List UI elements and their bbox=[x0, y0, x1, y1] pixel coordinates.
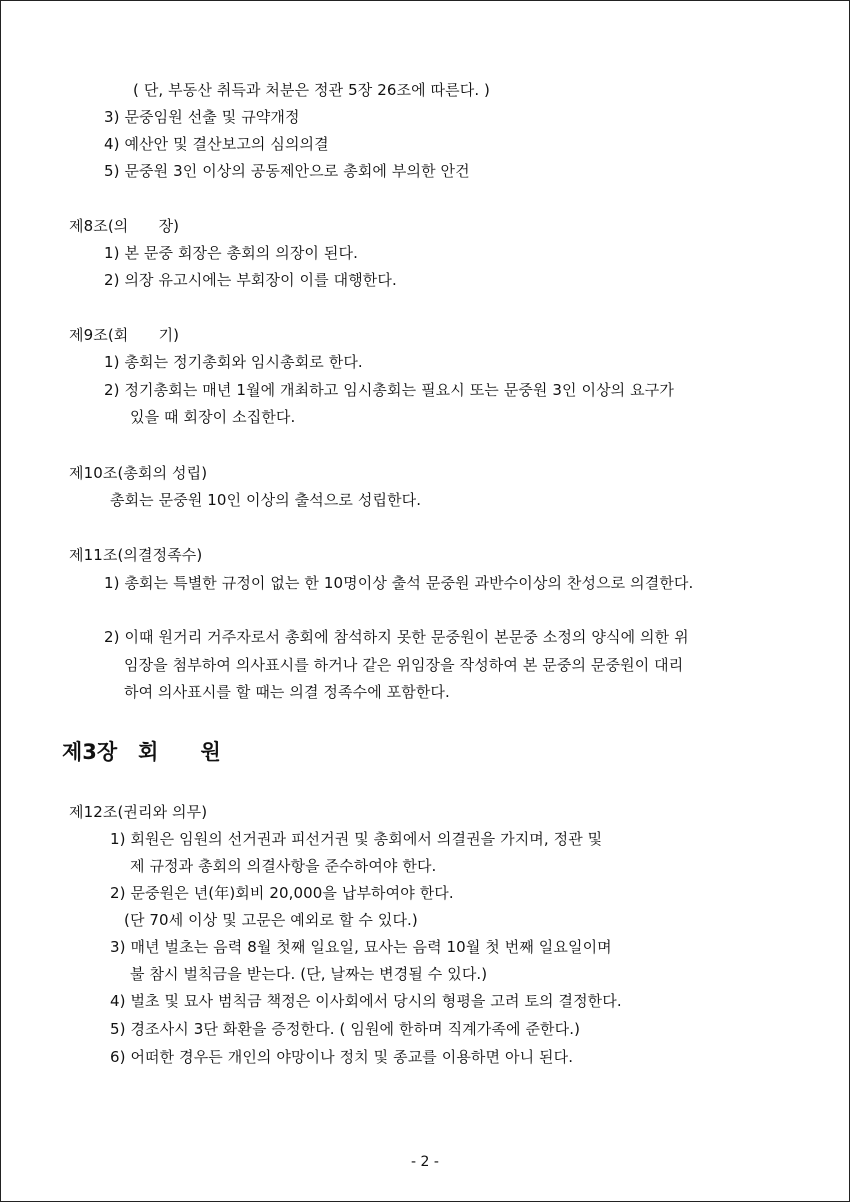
article-12-item-4: 4) 벌초 및 묘사 범칙금 책정은 이사회에서 당시의 형평을 고려 토의 결정한다. bbox=[110, 992, 622, 1010]
article-9-item-2: 2) 정기총회는 매년 1월에 개최하고 임시총회는 필요시 또는 문중원 3인 이상의 요구가 bbox=[104, 381, 674, 399]
article-8-item-2: 2) 의장 유고시에는 부회장이 이를 대행한다. bbox=[104, 271, 397, 289]
note-real-estate: ( 단, 부동산 취득과 처분은 정관 5장 26조에 따른다. ) bbox=[133, 81, 491, 99]
article-12-item-3: 3) 매년 벌초는 음력 8월 첫째 일요일, 묘사는 음력 10월 첫 번째 일요일이며 bbox=[110, 938, 612, 956]
page-number: - 2 - bbox=[411, 1154, 439, 1170]
article-11-heading: 제11조(의결정족수) bbox=[69, 546, 203, 564]
article-12-item-5: 5) 경조사시 3단 화환을 증정한다. ( 임원에 한하며 직계가족에 준한다.) bbox=[110, 1020, 581, 1038]
article-11-item-2: 2) 이때 원거리 거주자로서 총회에 참석하지 못한 문중원이 본문중 소정의 양식에 의한 위 bbox=[104, 628, 689, 646]
article-8-item-1: 1) 본 문중 회장은 총회의 의장이 된다. bbox=[104, 244, 358, 262]
article-12-item-2: 2) 문중원은 년(年)회비 20,000을 납부하여야 한다. bbox=[110, 884, 454, 902]
article-11-item-2-cont-2: 하여 의사표시를 할 때는 의결 정족수에 포함한다. bbox=[124, 683, 450, 701]
article-12-item-6: 6) 어떠한 경우든 개인의 야망이나 정치 및 종교를 이용하면 아니 된다. bbox=[110, 1048, 574, 1066]
article-10-text: 총회는 문중원 10인 이상의 출석으로 성립한다. bbox=[110, 491, 422, 509]
article-10-heading: 제10조(총회의 성립) bbox=[69, 464, 208, 482]
item-4-budget: 4) 예산안 및 결산보고의 심의의결 bbox=[104, 135, 329, 153]
article-11-item-2-cont-1: 임장을 첨부하여 의사표시를 하거나 같은 위임장을 작성하여 본 문중의 문중원이 대리 bbox=[124, 656, 684, 674]
article-11-item-1: 1) 총회는 특별한 규정이 없는 한 10명이상 출석 문중원 과반수이상의 찬성으로 의결한다. bbox=[104, 574, 694, 592]
article-12-item-2-note: (단 70세 이상 및 고문은 예외로 할 수 있다.) bbox=[124, 911, 418, 929]
article-8-heading: 제8조(의 장) bbox=[69, 217, 180, 235]
article-9-item-2-cont: 있을 때 회장이 소집한다. bbox=[130, 408, 296, 426]
article-12-heading: 제12조(권리와 의무) bbox=[69, 803, 208, 821]
article-12-item-1: 1) 회원은 임원의 선거권과 피선거권 및 총회에서 의결권을 가지며, 정관 및 bbox=[110, 830, 603, 848]
article-12-item-3-cont: 불 참시 벌칙금을 받는다. (단, 날짜는 변경될 수 있다.) bbox=[130, 965, 488, 983]
article-9-item-1: 1) 총회는 정기총회와 임시총회로 한다. bbox=[104, 353, 363, 371]
chapter-3-heading: 제3장 회 원 bbox=[62, 740, 221, 764]
item-3-officer-election: 3) 문중임원 선출 및 규약개정 bbox=[104, 108, 300, 126]
article-12-item-1-cont: 제 규정과 총회의 의결사항을 준수하여야 한다. bbox=[130, 857, 437, 875]
item-5-joint-proposal: 5) 문중원 3인 이상의 공동제안으로 총회에 부의한 안건 bbox=[104, 162, 470, 180]
article-9-heading: 제9조(회 기) bbox=[69, 326, 180, 344]
